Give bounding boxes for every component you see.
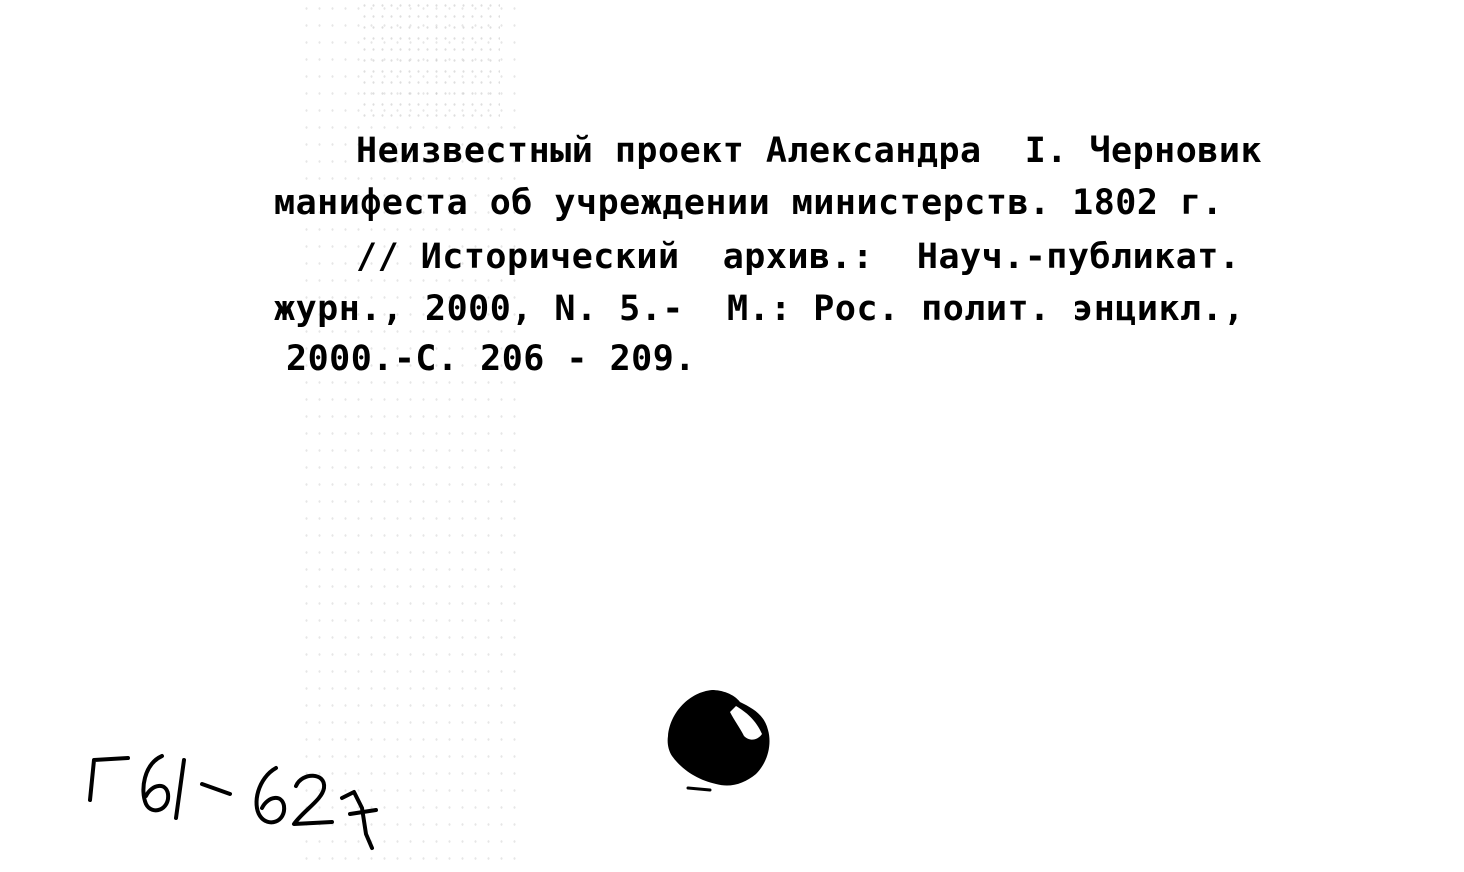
- bibliographic-citation: [0, 0, 1464, 420]
- handwritten-shelf-mark: [80, 738, 410, 858]
- citation-line-5: 2000.-С. 206 - 209.: [286, 339, 696, 379]
- citation-line-2: манифеста об учреждении министерств. 1802 г.: [274, 183, 1224, 223]
- citation-line-3: // Исторический архив.: Науч.-публикат.: [356, 237, 1241, 277]
- citation-line-4: журн., 2000, N. 5.- М.: Рос. полит. энцикл.,: [274, 289, 1245, 329]
- card-hole-mark: [660, 684, 780, 794]
- citation-line-1: Неизвестный проект Александра I. Черновик: [356, 131, 1263, 171]
